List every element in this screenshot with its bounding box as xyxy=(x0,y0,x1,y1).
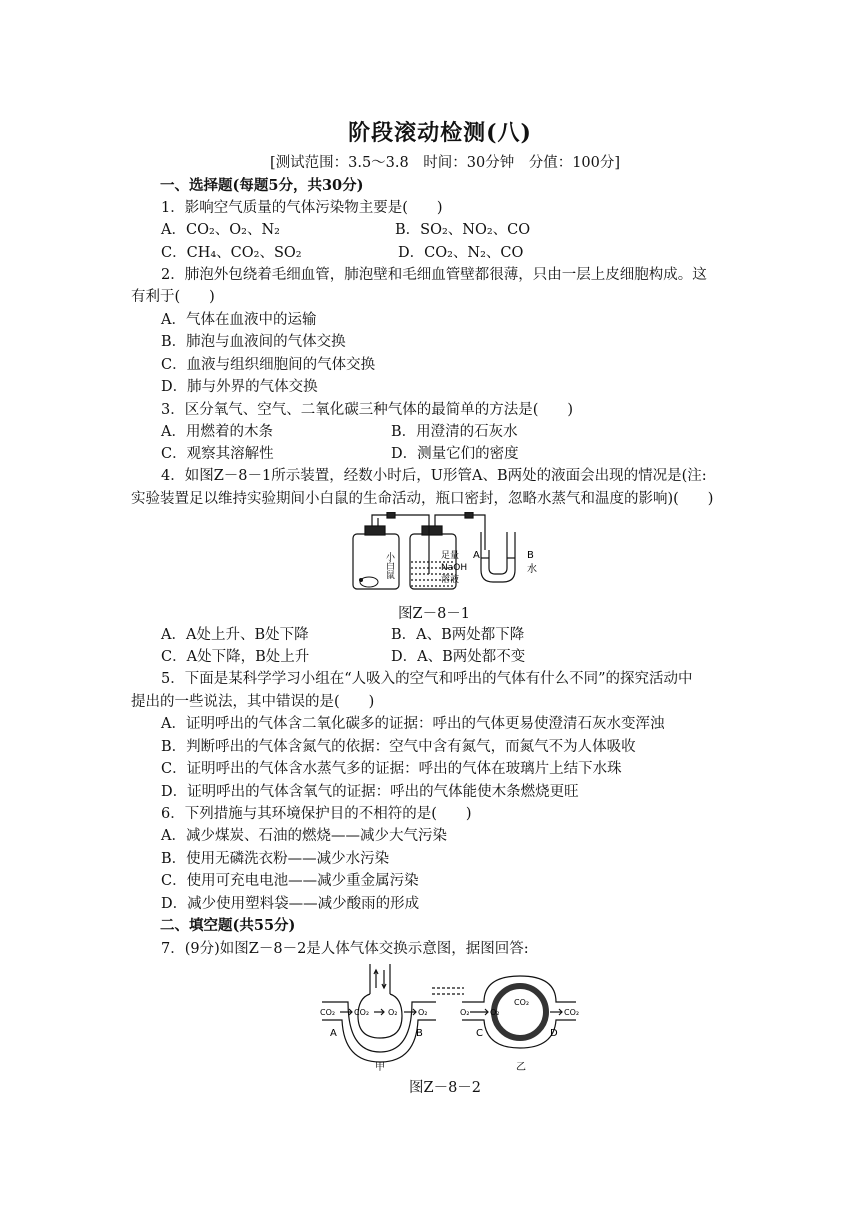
q2-stem-line1: 2．肺泡外包绕着毛细血管，肺泡壁和毛细血管壁都很薄，只由一层上皮细胞构成。这 xyxy=(161,267,707,283)
q1-option-d: D．CO₂、N₂、CO xyxy=(398,245,524,261)
q7-stem: 7．(9分)如图Z－8－2是人体气体交换示意图，据图回答: xyxy=(161,941,529,957)
q5-option-b: B．判断呼出的气体含氮气的依据：空气中含有氮气，而氮气不为人体吸收 xyxy=(161,739,636,755)
label-A: A xyxy=(330,1028,337,1039)
label-o2-c: O₂ xyxy=(460,1008,470,1017)
label-naoh: NaOH xyxy=(441,563,468,573)
label-D: D xyxy=(550,1028,558,1039)
label-co2-alveolus: CO₂ xyxy=(354,1008,370,1017)
label-o2-b: O₂ xyxy=(418,1008,428,1017)
q3-option-b: B．用澄清的石灰水 xyxy=(391,424,518,440)
q2-option-c: C．血液与组织细胞间的气体交换 xyxy=(161,357,376,373)
q2-option-d: D．肺与外界的气体交换 xyxy=(161,379,318,395)
q5-option-d: D．证明呼出的气体含氧气的证据：呼出的气体能使木条燃烧更旺 xyxy=(161,784,579,800)
q6-option-c: C．使用可充电电池——减少重金属污染 xyxy=(161,873,419,889)
q3-option-c: C．观察其溶解性 xyxy=(161,446,274,462)
figure-z-8-1-caption: 图Z－8－1 xyxy=(398,606,471,622)
label-naoh-amount: 足量 xyxy=(441,551,460,561)
label-co2-a: CO₂ xyxy=(320,1008,336,1017)
label-yi: 乙 xyxy=(516,1062,526,1073)
q4-option-a: A．A处上升、B处下降 xyxy=(161,627,309,643)
label-co2-d: CO₂ xyxy=(564,1008,580,1017)
figure-z-8-2-caption: 图Z－8－2 xyxy=(409,1080,482,1096)
q6-option-d: D．减少使用塑料袋——减少酸雨的形成 xyxy=(161,896,420,912)
q4-option-d: D．A、B两处都不变 xyxy=(391,649,526,665)
q6-option-b: B．使用无磷洗衣粉——减少水污染 xyxy=(161,851,390,867)
figure-z-8-1-apparatus xyxy=(345,512,545,594)
q5-stem-line1: 5．下面是某科学学习小组在“人吸入的空气和呼出的气体有什么不同”的探究活动中 xyxy=(161,671,693,687)
q3-option-d: D．测量它们的密度 xyxy=(391,446,519,462)
q1-stem: 1．影响空气质量的气体污染物主要是( ) xyxy=(161,200,443,216)
q2-option-b: B．肺泡与血液间的气体交换 xyxy=(161,334,346,350)
q5-option-a: A．证明呼出的气体含二氧化碳多的证据：呼出的气体更易使澄清石灰水变浑浊 xyxy=(161,716,665,732)
label-C: C xyxy=(476,1028,483,1039)
q3-option-a: A．用燃着的木条 xyxy=(161,424,273,440)
q1-option-a: A．CO₂、O₂、N₂ xyxy=(161,222,280,238)
q6-stem: 6．下列措施与其环境保护目的不相符的是( ) xyxy=(161,806,472,822)
label-mouse: 小白鼠 xyxy=(384,552,394,579)
q4-option-c: C．A处下降，B处上升 xyxy=(161,649,310,665)
label-B: B xyxy=(416,1028,423,1039)
q6-option-a: A．减少煤炭、石油的燃烧——减少大气污染 xyxy=(161,828,447,844)
q2-stem-line2: 有利于( ) xyxy=(131,289,215,305)
q1-option-b: B．SO₂、NO₂、CO xyxy=(395,222,531,238)
label-a: A xyxy=(473,550,480,561)
q1-option-c: C．CH₄、CO₂、SO₂ xyxy=(161,245,302,261)
page-title: 阶段滚动检测(八) xyxy=(348,120,532,146)
q5-stem-line2: 提出的一些说法，其中错误的是( ) xyxy=(131,694,375,710)
q5-option-c: C．证明呼出的气体含水蒸气多的证据：呼出的气体在玻璃片上结下水珠 xyxy=(161,761,622,777)
q3-stem: 3．区分氧气、空气、二氧化碳三种气体的最简单的方法是( ) xyxy=(161,402,574,418)
q4-stem-line2: 实验装置足以维持实验期间小白鼠的生命活动，瓶口密封，忽略水蒸气和温度的影响)( ) xyxy=(131,491,714,507)
label-o2-tissue: O₂ xyxy=(490,1008,500,1017)
q4-stem-line1: 4．如图Z－8－1所示装置，经数小时后，U形管A、B两处的液面会出现的情况是(注: xyxy=(161,468,707,484)
section-choice-heading: 一、选择题(每题5分，共30分) xyxy=(160,177,364,194)
test-info: [测试范围：3.5～3.8 时间：30分钟 分值：100分] xyxy=(269,155,621,171)
label-o2-alveolus: O₂ xyxy=(388,1008,398,1017)
section-fill-heading: 二、填空题(共55分) xyxy=(160,917,296,934)
label-co2-tissue: CO₂ xyxy=(514,998,530,1007)
label-solution: 溶液 xyxy=(441,575,460,585)
q2-option-a: A．气体在血液中的运输 xyxy=(161,312,317,328)
label-jia: 甲 xyxy=(375,1062,385,1073)
figure-z-8-2-gas-exchange xyxy=(318,962,580,1074)
label-water: 水 xyxy=(527,564,537,575)
q4-option-b: B．A、B两处都下降 xyxy=(391,627,525,643)
label-b: B xyxy=(527,550,534,561)
